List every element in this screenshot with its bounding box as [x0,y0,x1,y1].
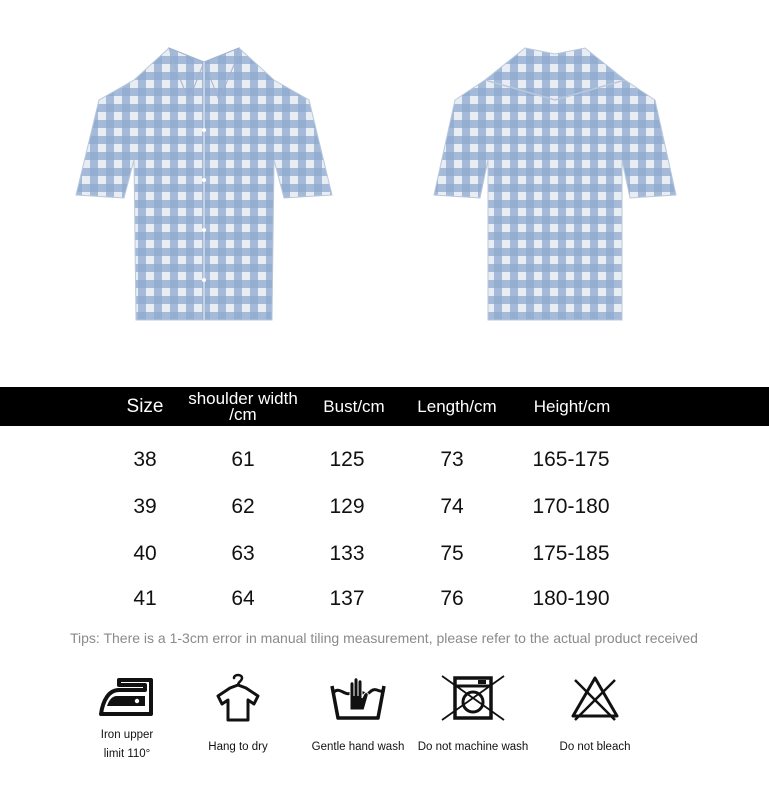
shirt-front-image [74,40,334,328]
cell-length: 74 [440,495,464,518]
cell-length: 76 [440,587,464,610]
cell-height: 175-185 [532,542,610,565]
cell-shoulder: 63 [231,542,255,565]
cell-bust: 129 [329,495,365,518]
size-table-header [0,387,769,426]
header-shoulder-line2: /cm [229,404,257,424]
header-size: Size [126,395,164,417]
cell-length: 73 [440,448,464,471]
shirt-back-image [430,40,680,328]
cell-size: 41 [133,587,157,610]
header-bust: Bust/cm [323,396,385,416]
care-item-hang [173,672,303,757]
table-row [0,492,769,522]
no-machine-wash-label: Do not machine wash [417,741,529,753]
care-item-no-machine-wash [408,672,538,757]
header-length: Length/cm [417,396,497,416]
hand-wash-icon [328,672,388,724]
no-bleach-label: Do not bleach [559,741,631,753]
cell-shoulder: 62 [231,495,255,518]
table-row [0,445,769,475]
table-row [0,539,769,569]
no-bleach-icon [569,672,621,724]
cell-length: 75 [440,542,464,565]
iron-label-line1: Iron upper [100,729,154,741]
cell-bust: 133 [329,542,365,565]
cell-bust: 125 [329,448,365,471]
cell-shoulder: 64 [231,587,255,610]
table-row [0,584,769,614]
cell-bust: 137 [329,587,365,610]
measurement-tips: Tips: There is a 1-3cm error in manual tiling measurement, please refer to the actual product received [70,630,698,646]
cell-height: 165-175 [532,448,610,471]
header-shoulder-line1: shoulder width [188,388,298,408]
cell-height: 180-190 [532,587,610,610]
care-item-hand-wash [293,672,423,757]
hand-wash-label: Gentle hand wash [311,741,405,753]
cell-size: 39 [133,495,157,518]
hanger-icon [214,672,262,724]
iron-icon [97,672,157,722]
cell-height: 170-180 [532,495,610,518]
hang-label: Hang to dry [208,741,268,753]
header-height: Height/cm [533,396,611,416]
iron-label-line2: limit 110° [103,748,151,760]
cell-size: 38 [133,448,157,471]
care-item-no-bleach [530,672,660,757]
cell-size: 40 [133,542,157,565]
cell-shoulder: 61 [231,448,255,471]
header-shoulder [180,387,306,426]
no-machine-wash-icon [438,672,508,724]
